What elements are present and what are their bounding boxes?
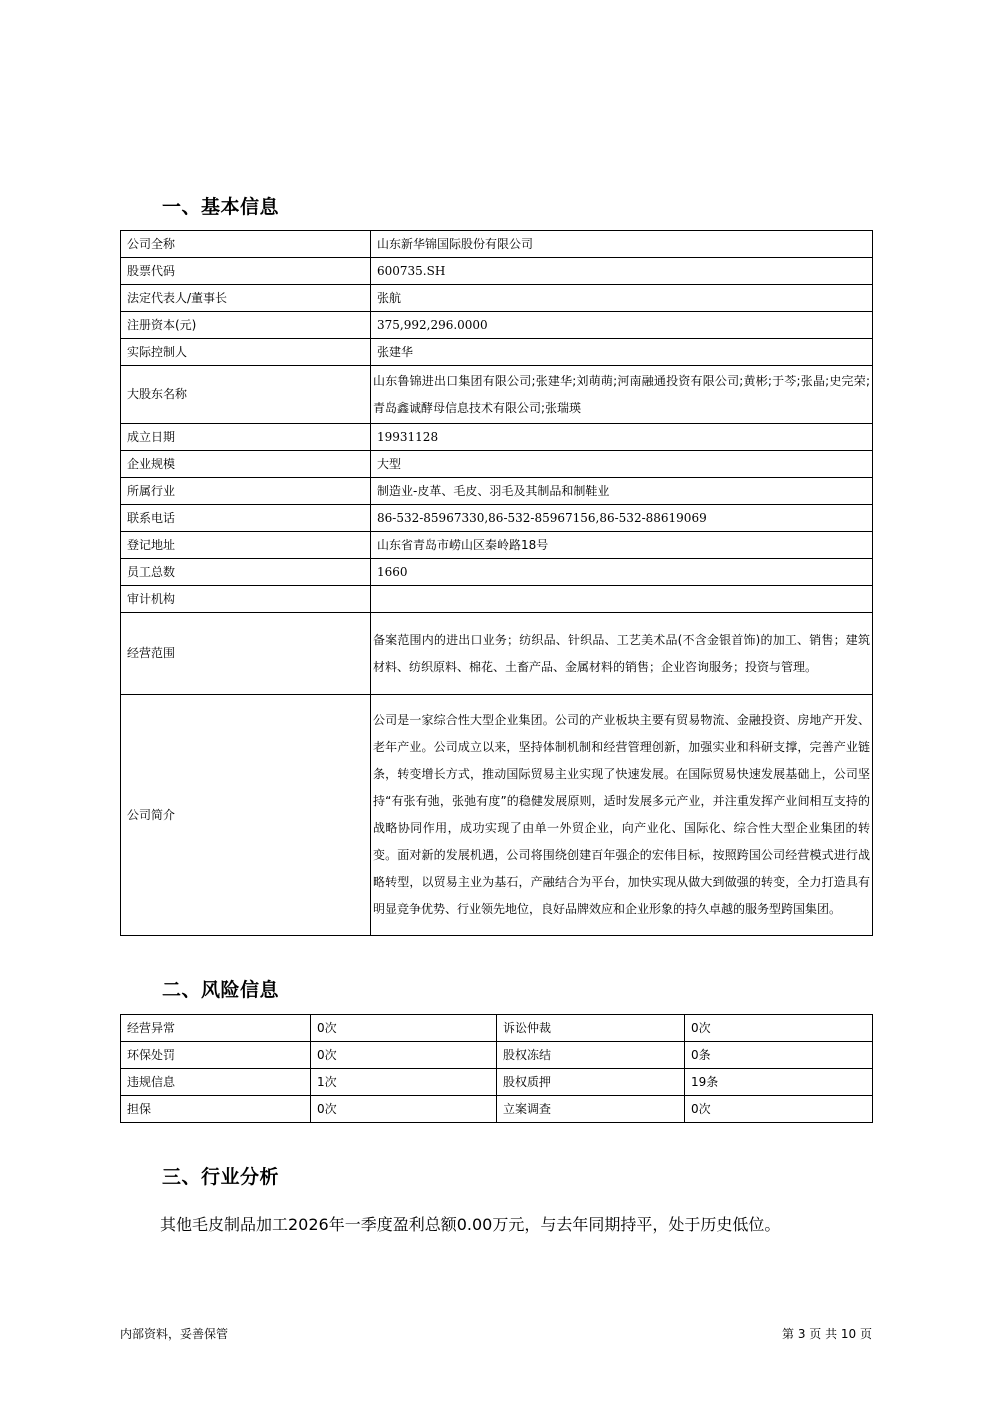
label-major-shareholders: 大股东名称 [121,366,371,424]
table-row [121,258,873,285]
table-row [121,586,873,613]
label-auditor: 审计机构 [121,586,371,613]
section-title-basic-info: 一、基本信息 [162,196,280,218]
risk-label: 股权质押 [497,1069,685,1096]
value-business-scope: 备案范围内的进出口业务；纺织品、针织品、工艺美术品(不含金银首饰)的加工、销售；建筑材料、纺织原料、棉花、土畜产品、金属材料的销售；企业咨询服务；投资与管理。 [371,613,873,695]
value-address: 山东省青岛市崂山区秦岭路18号 [371,532,873,559]
table-row [121,695,873,936]
label-address: 登记地址 [121,532,371,559]
label-legal-rep: 法定代表人/董事长 [121,285,371,312]
footer-page-number: 第 3 页 共 10 页 [782,1327,872,1341]
section-title-industry-analysis: 三、行业分析 [162,1166,280,1188]
value-company-profile: 公司是一家综合性大型企业集团。公司的产业板块主要有贸易物流、金融投资、房地产开发、老年产业。公司成立以来，坚持体制机制和经营管理创新，加强实业和科研支撑，完善产业链条，转变增长方式，推动国际贸易主业实现了快速发展。在国际贸易快速发展基础上，公司坚持“有张有弛，张弛有度”的稳健发展原则，适时发展多元产业，并注重发挥产业间相互支持的战略协同作用，成功实现了由单一外贸企业，向产业化、国际化、综合性大型企业集团的转变。面对新的发展机遇，公司将围绕创建百年强企的宏伟目标，按照跨国公司经营模式进行战略转型，以贸易主业为基石，产融结合为平台，加快实现从做大到做强的转变，全力打造具有明显竞争优势、行业领先地位，良好品牌效应和企业形象的持久卓越的服务型跨国集团。 [371,695,873,936]
table-row [121,339,873,366]
risk-label: 股权冻结 [497,1042,685,1069]
risk-value: 0次 [685,1015,873,1042]
risk-value: 0次 [311,1015,497,1042]
table-row [121,451,873,478]
risk-value: 0次 [311,1096,497,1123]
value-company-name: 山东新华锦国际股份有限公司 [371,231,873,258]
risk-value: 19条 [685,1069,873,1096]
value-registered-capital: 375,992,296.0000 [371,312,873,339]
value-stock-code: 600735.SH [371,258,873,285]
value-industry: 制造业-皮革、毛皮、羽毛及其制品和制鞋业 [371,478,873,505]
label-company-name: 公司全称 [121,231,371,258]
value-phone: 86-532-85967330,86-532-85967156,86-532-88619069 [371,505,873,532]
table-row [121,559,873,586]
risk-value: 0次 [311,1042,497,1069]
risk-info-table [120,1014,873,1123]
table-row [121,231,873,258]
label-phone: 联系电话 [121,505,371,532]
table-row [121,505,873,532]
industry-analysis-text: 其他毛皮制品加工2026年一季度盈利总额0.00万元，与去年同期持平，处于历史低位。 [160,1215,781,1234]
risk-label: 经营异常 [121,1015,311,1042]
value-actual-controller: 张建华 [371,339,873,366]
section-title-risk-info: 二、风险信息 [162,979,280,1001]
value-major-shareholders: 山东鲁锦进出口集团有限公司;张建华;刘萌萌;河南融通投资有限公司;黄彬;于芩;张晶;史完荣;青岛鑫诚酵母信息技术有限公司;张瑞瑛 [371,366,873,424]
table-row [121,1015,873,1042]
risk-value: 0条 [685,1042,873,1069]
risk-label: 担保 [121,1096,311,1123]
footer-confidential-note: 内部资料，妥善保管 [120,1327,229,1341]
value-company-scale: 大型 [371,451,873,478]
value-employee-count: 1660 [371,559,873,586]
table-row [121,478,873,505]
basic-info-table [120,230,873,936]
value-auditor [371,586,873,613]
table-row [121,532,873,559]
label-industry: 所属行业 [121,478,371,505]
table-row [121,1042,873,1069]
table-row [121,1096,873,1123]
table-row [121,312,873,339]
risk-value: 1次 [311,1069,497,1096]
label-business-scope: 经营范围 [121,613,371,695]
risk-value: 0次 [685,1096,873,1123]
label-stock-code: 股票代码 [121,258,371,285]
label-founding-date: 成立日期 [121,424,371,451]
table-row [121,366,873,424]
risk-label: 诉讼仲裁 [497,1015,685,1042]
table-row [121,424,873,451]
label-actual-controller: 实际控制人 [121,339,371,366]
table-row [121,613,873,695]
value-founding-date: 19931128 [371,424,873,451]
table-row [121,285,873,312]
risk-label: 立案调查 [497,1096,685,1123]
label-employee-count: 员工总数 [121,559,371,586]
risk-label: 环保处罚 [121,1042,311,1069]
value-legal-rep: 张航 [371,285,873,312]
label-company-scale: 企业规模 [121,451,371,478]
label-registered-capital: 注册资本(元) [121,312,371,339]
label-company-profile: 公司简介 [121,695,371,936]
risk-label: 违规信息 [121,1069,311,1096]
table-row [121,1069,873,1096]
